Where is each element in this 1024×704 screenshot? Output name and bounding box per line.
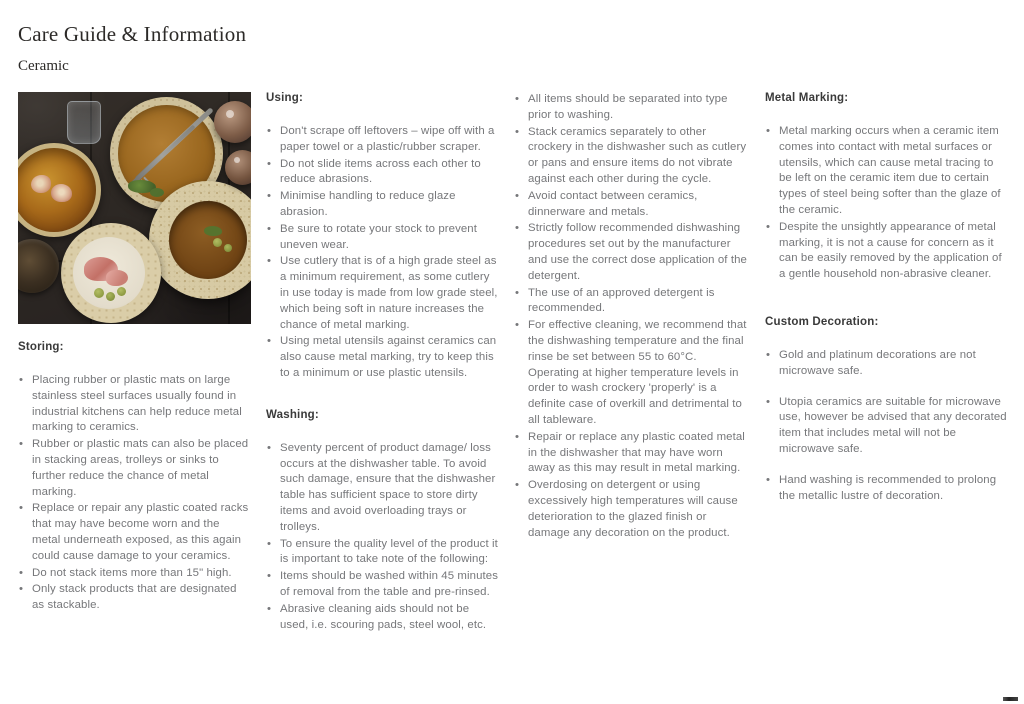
list-item: • Seventy percent of product damage/ loss occurs at the dishwasher table. To avoid such damage, ensure that the dishwasher table has sufficient space to store dirty items and avoid overloading trays or trolleys. (266, 441, 499, 536)
soup-bowl-well (169, 201, 247, 279)
list-item: • All items should be separated into type prior to washing. (514, 92, 747, 124)
list-item: • Only stack products that are designated as stackable. (18, 582, 251, 614)
washing-continued-column (514, 92, 747, 542)
custom-decoration-list (765, 348, 1009, 504)
washing-section (266, 409, 499, 634)
storing-list (18, 373, 251, 614)
metal-marking-list (765, 124, 1009, 283)
olive (106, 292, 115, 301)
metal-shaker (214, 101, 251, 143)
section-heading-metal-marking: Metal Marking: (765, 92, 849, 104)
list-item: • Hand washing is recommended to prolong the metallic lustre of decoration. (765, 473, 1009, 505)
list-item: • Overdosing on detergent or using excessively high temperatures will cause deterioration to the glazed finish or damage any decoration on the product. (514, 478, 747, 541)
list-item: • Gold and platinum decorations are not microwave safe. (765, 348, 1009, 380)
list-item: • Placing rubber or plastic mats on large stainless steel surfaces usually found in industrial kitchens can help reduce metal marking to ceramics. (18, 373, 251, 436)
fig-fruit (31, 175, 51, 193)
list-item: • Do not stack items more than 15" high. (18, 566, 251, 582)
olive (224, 244, 232, 252)
olive (213, 238, 222, 247)
list-item: • To ensure the quality level of the product it is important to take note of the following: (266, 537, 499, 569)
herb-garnish (204, 226, 222, 236)
list-item: • Abrasive cleaning aids should not be used, i.e. scouring pads, steel wool, etc. (266, 602, 499, 634)
page-title: Care Guide & Information (18, 22, 247, 46)
list-item: • Despite the unsightly appearance of metal marking, it is not a cause for concern as it can be easily removed by the application of a gentle household non-abrasive cleaner. (765, 220, 1009, 283)
list-item: • Be sure to rotate your stock to prevent uneven wear. (266, 222, 499, 254)
dark-cup (18, 239, 59, 293)
tableware-photo (18, 92, 251, 324)
list-item: • Strictly follow recommended dishwashing procedures set out by the manufacturer and use the correct dose application of the detergent. (514, 221, 747, 284)
list-item: • Rubber or plastic mats can also be placed in stacking areas, trolleys or sinks to further reduce the chance of metal marking. (18, 437, 251, 500)
section-heading-custom-decoration: Custom Decoration: (765, 315, 879, 328)
list-item: • Utopia ceramics are suitable for microwave use, however be advised that any decorated item that includes metal will not be microwave safe. (765, 395, 1009, 458)
fig-fruit (51, 184, 72, 202)
list-item: • Repair or replace any plastic coated metal in the dishwasher that may have worn away as this may result in metal marking. (514, 430, 747, 477)
list-item: • For effective cleaning, we recommend that the dishwashing temperature and the final rinse be set between 55 to 60°C. Operating at higher temperature levels in order to wash crockery 'properly' is a definite case of overkill and detrimental to all tableware. (514, 318, 747, 429)
list-item: • Stack ceramics separately to other crockery in the dishwasher such as cutlery or pans and ensure items do not vibrate against each other during the cycle. (514, 125, 747, 188)
washing-list (266, 441, 499, 634)
storing-section (18, 341, 251, 615)
list-item: • Using metal utensils against ceramics can also cause metal marking, try to keep this to a minimum or use plastic utensils. (266, 334, 499, 381)
custom-decoration-section (765, 316, 1009, 504)
page-corner-mark (1003, 697, 1018, 701)
list-item: • Items should be washed within 45 minutes of removal from the table and pre-rinsed. (266, 569, 499, 601)
list-item: • Don't scrape off leftovers – wipe off with a paper towel or a plastic/rubber scraper. (266, 124, 499, 156)
herb-garnish (150, 188, 164, 197)
list-item: • Replace or repair any plastic coated racks that may have become worn and the metal underneath exposed, as this again could cause damage to your ceramics. (18, 501, 251, 564)
list-item: • Use cutlery that is of a high grade steel as a minimum requirement, as some cutlery in use today is made from low grade steel, which being soft in nature increases the chance of metal marking. (266, 254, 499, 333)
olive (94, 288, 104, 298)
list-item: • Minimise handling to reduce glaze abrasion. (266, 189, 499, 221)
shaker-highlight (226, 110, 234, 118)
section-heading-using: Using: (266, 92, 303, 104)
washing-continued-list (514, 92, 747, 541)
list-item: • Metal marking occurs when a ceramic item comes into contact with metal surfaces or utensils, which can cause metal tracing to be left on the ceramic item due to certain types of steel being softer than the glaze of the ceramic. (765, 124, 1009, 219)
list-item: • The use of an approved detergent is recommended. (514, 286, 747, 318)
section-heading-storing: Storing: (18, 341, 64, 353)
using-washing-column (266, 92, 499, 634)
using-list (266, 124, 499, 382)
list-item: • Do not slide items across each other to reduce abrasions. (266, 157, 499, 189)
olive (117, 287, 126, 296)
metal-marking-column (765, 92, 1009, 519)
shaker-highlight (234, 157, 240, 163)
drinking-glass (67, 101, 101, 144)
list-item: • Avoid contact between ceramics, dinnerware and metals. (514, 189, 747, 221)
page-subtitle: Ceramic (18, 58, 69, 74)
section-heading-washing: Washing: (266, 408, 319, 421)
